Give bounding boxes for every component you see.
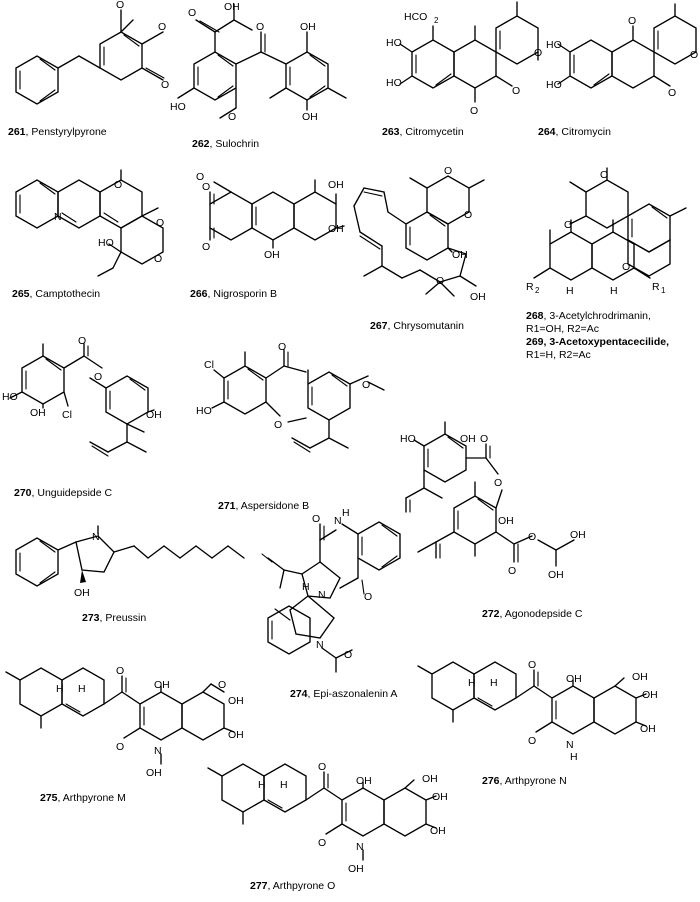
structure-272 [398,416,634,606]
svg-text:2: 2 [535,286,540,295]
svg-text:OH: OH [452,249,468,261]
svg-text:O: O [364,591,373,603]
svg-text:OH: OH [632,671,648,683]
svg-text:O: O [622,261,631,273]
compound-number-274: 274 [290,688,308,700]
caption-262 [192,138,259,151]
svg-text:Cl: Cl [62,409,72,421]
svg-text:OH: OH [328,223,344,235]
svg-text:H: H [610,285,618,297]
svg-text:H: H [280,779,288,791]
svg-text:O: O [114,179,123,191]
svg-text:O: O [444,165,453,177]
compound-name-261: , Penstyrylpyrone [25,126,107,138]
svg-text:O: O [318,837,327,849]
svg-text:H: H [490,677,498,689]
svg-text:OH: OH [356,775,372,787]
compound-number-271: 271 [218,500,236,512]
svg-text:HO: HO [196,405,212,417]
compound-number-266: 266 [190,288,208,300]
caption-271 [218,500,309,513]
structure-265 [6,166,172,286]
structure-263 [386,2,544,124]
structure-270 [2,335,184,484]
compound-269-substituents: R1=H, R2=Ac [526,348,591,361]
svg-text:OH: OH [146,409,162,421]
svg-text:OH: OH [348,863,364,875]
svg-text:O: O [274,419,283,431]
svg-text:OH: OH [154,679,170,691]
svg-text:OH: OH [640,723,656,735]
compound-name-276: , Arthpyrone N [499,775,567,787]
svg-text:O: O [196,171,205,183]
svg-text:OH: OH [224,1,240,13]
structure-267 [348,166,528,318]
svg-text:O: O [628,15,637,27]
svg-text:OH: OH [30,407,46,419]
svg-text:OH: OH [432,791,448,803]
compound-number-265: 265 [12,288,30,300]
svg-text:O: O [116,665,125,677]
svg-text:O: O [312,513,321,525]
svg-text:OH: OH [422,773,438,785]
svg-text:N: N [334,515,342,527]
caption-276 [482,775,567,788]
svg-text:H: H [342,507,350,519]
compound-name-272: , Agonodepside C [499,608,583,620]
svg-text:O: O [154,253,163,265]
svg-text:H: H [468,677,476,689]
svg-text:HO: HO [386,77,402,89]
compound-name-266: , Nigrosporin B [207,288,277,300]
svg-text:O: O [318,761,327,773]
structure-268-269 [526,166,700,312]
svg-text:HO: HO [546,79,562,91]
structure-277 [208,754,458,878]
compound-number-264: 264 [538,126,556,138]
compound-name-270: , Unguidepside C [31,487,113,499]
svg-text:HO: HO [98,237,114,249]
compound-name-268: , 3-Acetylchrodrimanin, [543,310,651,322]
caption-263 [382,126,464,139]
svg-text:OH: OH [302,111,318,123]
svg-text:O: O [668,87,677,99]
structure-273 [8,526,248,608]
svg-text:O: O [494,477,503,489]
svg-text:O: O [278,341,287,353]
compound-number-273: 273 [82,612,100,624]
compound-name-275: , Arthpyrone M [57,792,126,804]
caption-275 [40,792,126,805]
svg-text:OH: OH [430,825,446,837]
svg-text:H: H [258,779,266,791]
svg-text:O: O [600,169,609,181]
compound-name-263: , Citromycetin [399,126,464,138]
compound-number-272: 272 [482,608,500,620]
svg-text:H: H [566,285,574,297]
structure-262 [170,1,372,134]
caption-266 [190,288,277,301]
compound-number-276: 276 [482,775,500,787]
svg-text:O: O [528,531,537,543]
svg-text:HO: HO [170,101,186,113]
caption-277 [250,880,335,893]
svg-text:O: O [94,371,103,383]
svg-text:OH: OH [300,21,316,33]
structure-271 [196,342,394,494]
svg-text:O: O [464,209,473,221]
svg-text:O: O [470,105,479,117]
svg-text:N: N [92,531,100,543]
svg-text:O: O [528,659,537,671]
svg-text:OH: OH [470,291,486,303]
compound-number-263: 263 [382,126,400,138]
caption-261 [8,126,107,139]
structure-264 [546,4,698,122]
svg-text:OH: OH [264,249,280,261]
compound-name-265: , Camptothecin [29,288,101,300]
caption-272 [482,608,582,621]
svg-text:O: O [161,79,170,91]
svg-text:OH: OH [570,529,586,541]
svg-text:R: R [652,281,660,293]
structure-266 [176,170,352,288]
compound-name-273: , Preussin [99,612,147,624]
svg-text:OH: OH [146,767,162,779]
compound-name-271: , Aspersidone B [235,500,310,512]
svg-text:O: O [480,433,489,445]
caption-274 [290,688,397,701]
svg-text:O: O [218,679,227,691]
compound-name-277: , Arthpyrone O [267,880,336,892]
svg-text:O: O [528,735,537,747]
svg-text:HO: HO [546,39,562,51]
svg-text:N: N [566,739,574,751]
caption-265 [12,288,100,301]
svg-text:O: O [690,49,699,61]
compound-number-268: 268 [526,310,544,322]
compound-number-267: 267 [370,320,388,332]
compound-number-275: 275 [40,792,58,804]
compound-name-267: , Chrysomutanin [387,320,464,332]
svg-text:OH: OH [228,729,244,741]
svg-text:H: H [570,751,578,763]
svg-text:O: O [508,565,517,577]
svg-text:H: H [56,683,64,695]
compound-name-264: , Citromycin [555,126,611,138]
svg-text:O: O [116,0,125,11]
compound-number-262: 262 [192,138,210,150]
structure-261 [6,2,176,124]
svg-text:OH: OH [642,689,658,701]
svg-text:O: O [344,649,353,661]
compound-name-269: , 3-Acetoxypentacecilide, [543,336,669,348]
svg-text:O: O [534,47,543,59]
svg-text:O: O [78,335,87,347]
svg-text:O: O [116,741,125,753]
compound-number-277: 277 [250,880,268,892]
svg-text:O: O [256,21,265,33]
svg-text:R: R [526,281,534,293]
caption-273 [82,612,146,625]
svg-text:N: N [356,841,364,853]
svg-text:N: N [316,639,324,651]
structure-274 [258,507,426,686]
caption-264 [538,126,611,139]
svg-text:O: O [564,219,573,231]
compound-268-substituents: R1=OH, R2=Ac [526,322,599,335]
svg-text:OH: OH [328,179,344,191]
svg-text:HO: HO [386,37,402,49]
caption-268 [526,310,698,335]
svg-text:O: O [228,111,237,123]
svg-text:N: N [318,589,326,601]
svg-text:HO: HO [400,433,416,445]
caption-270 [14,487,112,500]
svg-text:OH: OH [548,569,564,581]
caption-267 [370,320,464,333]
svg-text:O: O [202,241,211,253]
svg-text:1: 1 [661,286,666,295]
svg-text:OH: OH [74,587,90,599]
svg-text:2: 2 [434,16,439,25]
svg-text:OH: OH [460,433,476,445]
svg-text:Cl: Cl [204,359,214,371]
svg-text:HO: HO [2,391,18,403]
svg-text:N: N [154,745,162,757]
svg-text:H: H [302,581,310,593]
svg-text:O: O [512,85,521,97]
compound-number-261: 261 [8,126,26,138]
svg-text:OH: OH [566,673,582,685]
svg-text:O: O [362,379,371,391]
svg-text:O: O [158,21,167,33]
compound-name-262: , Sulochrin [209,138,260,150]
svg-text:O: O [156,217,165,229]
svg-text:OH: OH [228,695,244,707]
svg-text:N: N [54,211,62,223]
compound-number-269: 269 [526,336,544,348]
svg-text:O: O [188,7,197,19]
svg-text:H: H [78,683,86,695]
svg-text:HCO: HCO [404,11,428,23]
compound-name-274: , Epi-aszonalenin A [307,688,398,700]
compound-number-270: 270 [14,487,32,499]
caption-269 [526,336,698,361]
svg-text:O: O [436,275,445,287]
svg-text:O: O [202,181,211,193]
svg-text:OH: OH [498,515,514,527]
